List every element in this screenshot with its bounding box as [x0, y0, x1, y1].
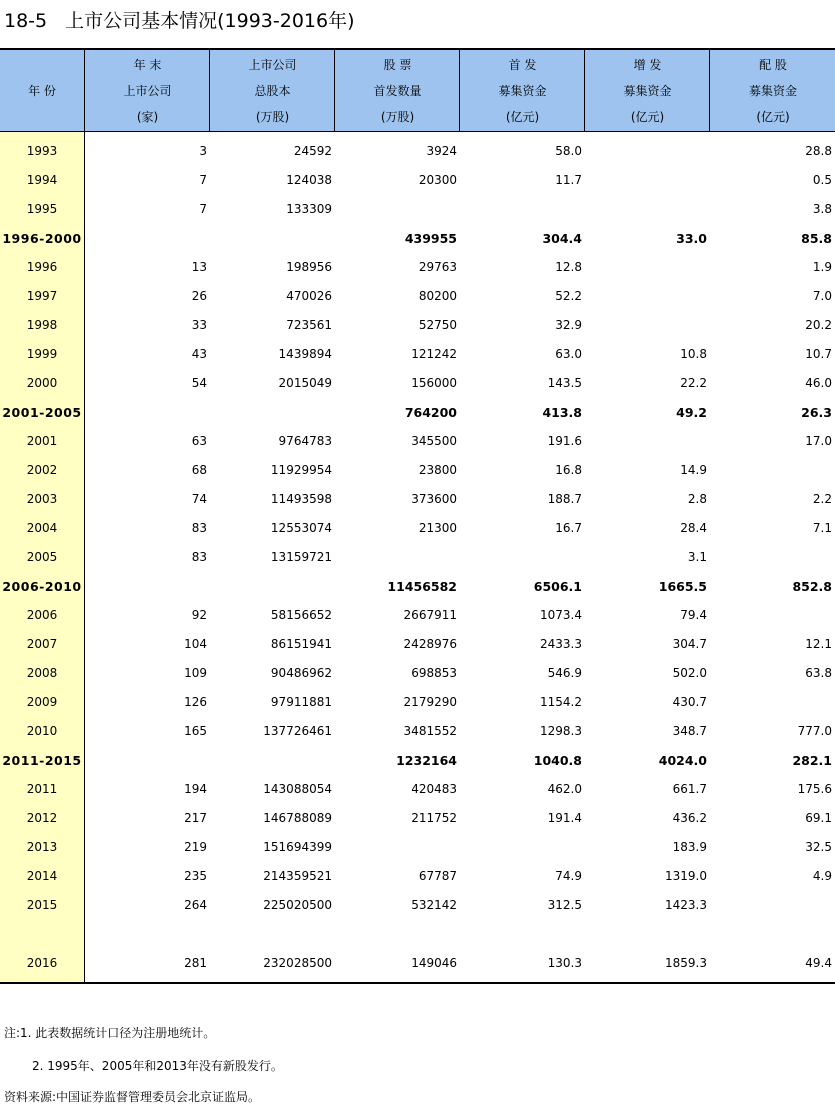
- header-line: 上市公司: [248, 57, 297, 72]
- cell-companies: [84, 398, 207, 427]
- cell-companies: 7: [199, 173, 207, 187]
- header-line: 募集资金: [623, 83, 672, 98]
- table-row: [0, 253, 835, 282]
- cell-total-shares: 1439894: [278, 347, 332, 361]
- header-line: (亿元): [630, 109, 665, 124]
- cell-year: 1994: [26, 173, 58, 187]
- cell-total-shares: 24592: [293, 144, 332, 158]
- page-title: [4, 6, 355, 33]
- cell-rights-funds: 69.1: [805, 811, 832, 825]
- cell-ipo-funds: [459, 833, 582, 862]
- cell-companies: 74: [191, 492, 207, 506]
- cell-year: 2010: [26, 724, 58, 738]
- cell-ipo-funds: 1040.8: [533, 753, 582, 768]
- cell-ipo-funds: 304.4: [542, 231, 582, 246]
- cell-rights-funds: 10.7: [805, 347, 832, 361]
- cell-ipo-shares: 52750: [418, 318, 457, 332]
- cell-companies: 126: [184, 695, 207, 709]
- cell-companies: 235: [184, 869, 207, 883]
- cell-ipo-funds: 188.7: [547, 492, 582, 506]
- cell-companies: 43: [191, 347, 207, 361]
- table-row: [0, 601, 835, 630]
- cell-year: 2016: [26, 956, 58, 970]
- table-row: [0, 543, 835, 572]
- cell-year: 2006-2010: [2, 579, 82, 594]
- cell-companies: [84, 746, 207, 775]
- cell-total-shares: 214359521: [263, 869, 332, 883]
- table-row: [0, 891, 835, 920]
- cell-seo-funds: 348.7: [672, 724, 707, 738]
- cell-rights-funds: 63.8: [805, 666, 832, 680]
- cell-seo-funds: 22.2: [680, 376, 707, 390]
- table-row: [0, 688, 835, 717]
- cell-seo-funds: 1859.3: [665, 956, 707, 970]
- cell-rights-funds: [709, 543, 832, 572]
- header-line: (亿元): [505, 109, 540, 124]
- cell-total-shares: 198956: [286, 260, 332, 274]
- cell-ipo-funds: 191.6: [547, 434, 582, 448]
- table-row: [0, 485, 835, 514]
- cell-ipo-shares: [334, 195, 457, 224]
- cell-ipo-funds: 1073.4: [540, 608, 582, 622]
- cell-companies: 3: [199, 144, 207, 158]
- cell-rights-funds: 32.5: [805, 840, 832, 854]
- table-row: [0, 137, 835, 166]
- cell-seo-funds: 1319.0: [665, 869, 707, 883]
- cell-ipo-shares: 3924: [426, 144, 457, 158]
- cell-ipo-funds: 130.3: [547, 956, 582, 970]
- cell-rights-funds: 3.8: [812, 202, 832, 216]
- cell-companies: [84, 572, 207, 601]
- cell-year: 2012: [26, 811, 58, 825]
- cell-seo-funds: 430.7: [672, 695, 707, 709]
- cell-year: 2009: [26, 695, 58, 709]
- cell-companies: 68: [191, 463, 207, 477]
- cell-ipo-shares: 29763: [418, 260, 457, 274]
- cell-rights-funds: 7.0: [812, 289, 832, 303]
- cell-companies: 26: [191, 289, 207, 303]
- cell-seo-funds: [584, 253, 707, 282]
- header-line: (万股): [255, 109, 290, 124]
- cell-rights-funds: 2.2: [812, 492, 832, 506]
- note-1: 注:1. 此表数据统计口径为注册地统计。: [4, 1026, 216, 1040]
- cell-ipo-shares: 67787: [418, 869, 457, 883]
- header-total-shares: [209, 50, 335, 131]
- cell-total-shares: 133309: [286, 202, 332, 216]
- header-line: 募集资金: [748, 83, 797, 98]
- cell-ipo-shares: 420483: [411, 782, 457, 796]
- cell-total-shares: 470026: [286, 289, 332, 303]
- cell-ipo-shares: 2667911: [403, 608, 457, 622]
- cell-total-shares: 143088054: [263, 782, 332, 796]
- cell-total-shares: [209, 572, 332, 601]
- cell-total-shares: 225020500: [263, 898, 332, 912]
- cell-companies: 63: [191, 434, 207, 448]
- cell-ipo-shares: [334, 833, 457, 862]
- note-2: 2. 1995年、2005年和2013年没有新股发行。: [32, 1059, 283, 1073]
- cell-ipo-shares: 23800: [418, 463, 457, 477]
- cell-companies: 83: [191, 550, 207, 564]
- cell-seo-funds: 49.2: [676, 405, 707, 420]
- cell-total-shares: [209, 398, 332, 427]
- cell-rights-funds: 17.0: [805, 434, 832, 448]
- cell-ipo-shares: 764200: [404, 405, 457, 420]
- cell-year: 2011: [26, 782, 58, 796]
- cell-total-shares: 232028500: [263, 956, 332, 970]
- cell-seo-funds: [584, 282, 707, 311]
- cell-seo-funds: [584, 137, 707, 166]
- cell-companies: 219: [184, 840, 207, 854]
- cell-rights-funds: 1.9: [812, 260, 832, 274]
- cell-seo-funds: 2.8: [687, 492, 707, 506]
- cell-seo-funds: 304.7: [672, 637, 707, 651]
- table-header: [0, 50, 835, 132]
- cell-ipo-funds: 546.9: [547, 666, 582, 680]
- cell-seo-funds: 3.1: [687, 550, 707, 564]
- cell-companies: 54: [191, 376, 207, 390]
- cell-seo-funds: [584, 427, 707, 456]
- cell-rights-funds: 777.0: [797, 724, 832, 738]
- header-line: 首发数量: [373, 83, 422, 98]
- cell-ipo-shares: 439955: [404, 231, 457, 246]
- cell-total-shares: [209, 746, 332, 775]
- cell-year: 1997: [26, 289, 58, 303]
- header-companies: [84, 50, 210, 131]
- cell-rights-funds: [709, 688, 832, 717]
- header-line: 增 发: [633, 57, 662, 72]
- cell-total-shares: 151694399: [263, 840, 332, 854]
- cell-ipo-shares: 20300: [418, 173, 457, 187]
- table-row: [0, 514, 835, 543]
- cell-total-shares: 11929954: [270, 463, 332, 477]
- cell-total-shares: 90486962: [270, 666, 332, 680]
- table-row: [0, 427, 835, 456]
- cell-ipo-funds: 413.8: [542, 405, 582, 420]
- cell-rights-funds: 4.9: [812, 869, 832, 883]
- cell-total-shares: 124038: [286, 173, 332, 187]
- cell-rights-funds: 20.2: [805, 318, 832, 332]
- cell-ipo-funds: 143.5: [547, 376, 582, 390]
- cell-companies: 92: [191, 608, 207, 622]
- cell-seo-funds: 28.4: [680, 521, 707, 535]
- cell-ipo-shares: 345500: [411, 434, 457, 448]
- cell-ipo-shares: 80200: [418, 289, 457, 303]
- cell-total-shares: 13159721: [270, 550, 332, 564]
- table-row: [0, 311, 835, 340]
- table-row-subtotal: [0, 398, 835, 427]
- header-line: (家): [136, 109, 159, 124]
- cell-year: 2015: [26, 898, 58, 912]
- cell-year: 2006: [26, 608, 58, 622]
- cell-seo-funds: 4024.0: [658, 753, 707, 768]
- cell-ipo-shares: 2428976: [403, 637, 457, 651]
- cell-year: 2014: [26, 869, 58, 883]
- cell-ipo-funds: 12.8: [555, 260, 582, 274]
- header-line: 上市公司: [123, 83, 172, 98]
- cell-companies: 109: [184, 666, 207, 680]
- cell-seo-funds: 661.7: [672, 782, 707, 796]
- cell-total-shares: 2015049: [278, 376, 332, 390]
- cell-rights-funds: 7.1: [812, 521, 832, 535]
- header-ipo-funds: [459, 50, 585, 131]
- cell-year: 2001: [26, 434, 58, 448]
- table-row: [0, 949, 835, 978]
- table-row: [0, 282, 835, 311]
- header-line: 配 股: [759, 57, 787, 72]
- cell-year: 2005: [26, 550, 58, 564]
- cell-ipo-shares: 2179290: [403, 695, 457, 709]
- cell-ipo-funds: 191.4: [547, 811, 582, 825]
- cell-ipo-shares: 532142: [411, 898, 457, 912]
- table-row: [0, 862, 835, 891]
- cell-total-shares: 12553074: [270, 521, 332, 535]
- cell-ipo-funds: 16.8: [555, 463, 582, 477]
- table-row: [0, 717, 835, 746]
- header-line: 首 发: [508, 57, 537, 72]
- cell-year: 2008: [26, 666, 58, 680]
- table-row: [0, 659, 835, 688]
- cell-rights-funds: 12.1: [805, 637, 832, 651]
- cell-seo-funds: 1665.5: [658, 579, 707, 594]
- cell-ipo-funds: 6506.1: [533, 579, 582, 594]
- cell-seo-funds: 10.8: [680, 347, 707, 361]
- cell-ipo-shares: 11456582: [387, 579, 457, 594]
- header-line: 总股本: [254, 83, 291, 98]
- cell-seo-funds: [584, 195, 707, 224]
- cell-ipo-funds: 63.0: [555, 347, 582, 361]
- cell-ipo-funds: 32.9: [555, 318, 582, 332]
- cell-companies: 194: [184, 782, 207, 796]
- cell-year: 1993: [26, 144, 58, 158]
- cell-seo-funds: 183.9: [672, 840, 707, 854]
- cell-total-shares: 86151941: [270, 637, 332, 651]
- cell-ipo-shares: 1232164: [396, 753, 457, 768]
- cell-rights-funds: 85.8: [801, 231, 832, 246]
- table-row: [0, 630, 835, 659]
- cell-ipo-shares: 373600: [411, 492, 457, 506]
- cell-seo-funds: 436.2: [672, 811, 707, 825]
- cell-seo-funds: 79.4: [680, 608, 707, 622]
- cell-ipo-funds: 74.9: [555, 869, 582, 883]
- cell-ipo-shares: 156000: [411, 376, 457, 390]
- cell-ipo-funds: 58.0: [555, 144, 582, 158]
- cell-ipo-funds: 52.2: [555, 289, 582, 303]
- header-line: 股 票: [383, 57, 412, 72]
- cell-year: 1998: [26, 318, 58, 332]
- cell-total-shares: 58156652: [270, 608, 332, 622]
- cell-year: 1999: [26, 347, 58, 361]
- table-row: [0, 833, 835, 862]
- table-row: [0, 456, 835, 485]
- cell-companies: 217: [184, 811, 207, 825]
- table-row-subtotal: [0, 572, 835, 601]
- table-row: [0, 340, 835, 369]
- cell-ipo-shares: 121242: [411, 347, 457, 361]
- cell-rights-funds: 26.3: [801, 405, 832, 420]
- cell-total-shares: 97911881: [270, 695, 332, 709]
- cell-seo-funds: 502.0: [672, 666, 707, 680]
- table-row: [0, 775, 835, 804]
- cell-seo-funds: 33.0: [676, 231, 707, 246]
- cell-ipo-funds: [459, 195, 582, 224]
- header-line: (亿元): [756, 109, 790, 124]
- cell-seo-funds: [584, 311, 707, 340]
- cell-rights-funds: 175.6: [797, 782, 832, 796]
- cell-ipo-funds: 16.7: [555, 521, 582, 535]
- table-row: [0, 804, 835, 833]
- table-number: 18-5: [4, 10, 48, 32]
- cell-ipo-funds: 462.0: [547, 782, 582, 796]
- cell-total-shares: 146788089: [263, 811, 332, 825]
- cell-ipo-funds: 1298.3: [540, 724, 582, 738]
- table-row: [0, 195, 835, 224]
- cell-year: 2003: [26, 492, 58, 506]
- cell-ipo-shares: 698853: [411, 666, 457, 680]
- cell-rights-funds: 28.8: [805, 144, 832, 158]
- table-row: [0, 369, 835, 398]
- cell-seo-funds: 1423.3: [665, 898, 707, 912]
- cell-ipo-shares: [334, 543, 457, 572]
- cell-rights-funds: 46.0: [805, 376, 832, 390]
- cell-year: 2001-2005: [2, 405, 82, 420]
- cell-year: 2002: [26, 463, 58, 477]
- cell-ipo-shares: 211752: [411, 811, 457, 825]
- cell-seo-funds: [584, 166, 707, 195]
- cell-year: 2004: [26, 521, 58, 535]
- cell-year: 2011-2015: [2, 753, 82, 768]
- cell-ipo-funds: 2433.3: [540, 637, 582, 651]
- cell-ipo-funds: [459, 543, 582, 572]
- cell-year: 1996-2000: [2, 231, 82, 246]
- cell-companies: 7: [199, 202, 207, 216]
- cell-ipo-funds: 1154.2: [540, 695, 582, 709]
- table-row: [0, 166, 835, 195]
- cell-ipo-shares: 149046: [411, 956, 457, 970]
- cell-total-shares: [209, 224, 332, 253]
- cell-year: 2000: [26, 376, 58, 390]
- table-row-subtotal: [0, 746, 835, 775]
- cell-companies: 165: [184, 724, 207, 738]
- cell-rights-funds: [709, 891, 832, 920]
- cell-rights-funds: [709, 456, 832, 485]
- cell-companies: 83: [191, 521, 207, 535]
- cell-companies: 33: [191, 318, 207, 332]
- source-note: 资料来源:中国证券监督管理委员会北京证监局。: [4, 1090, 261, 1104]
- header-line: (万股): [380, 109, 415, 124]
- cell-total-shares: 9764783: [278, 434, 332, 448]
- cell-ipo-shares: 3481552: [403, 724, 457, 738]
- cell-total-shares: 723561: [286, 318, 332, 332]
- cell-ipo-funds: 11.7: [555, 173, 582, 187]
- cell-ipo-funds: 312.5: [547, 898, 582, 912]
- cell-rights-funds: 852.8: [792, 579, 832, 594]
- cell-seo-funds: 14.9: [680, 463, 707, 477]
- cell-rights-funds: [709, 601, 832, 630]
- cell-companies: [84, 224, 207, 253]
- bottom-rule: [0, 982, 835, 984]
- cell-total-shares: 137726461: [263, 724, 332, 738]
- cell-companies: 104: [184, 637, 207, 651]
- cell-year: 2013: [26, 840, 58, 854]
- header-rights-funds: [709, 50, 835, 131]
- cell-companies: 13: [191, 260, 207, 274]
- cell-total-shares: 11493598: [270, 492, 332, 506]
- table-title: 上市公司基本情况(1993-2016年): [65, 10, 355, 32]
- header-seo-funds: [584, 50, 710, 131]
- header-year: [0, 50, 84, 131]
- cell-year: 1995: [26, 202, 58, 216]
- cell-rights-funds: 282.1: [792, 753, 832, 768]
- header-ipo-shares: [334, 50, 460, 131]
- cell-year: 1996: [26, 260, 58, 274]
- header-line: 募集资金: [498, 83, 547, 98]
- cell-rights-funds: 49.4: [805, 956, 832, 970]
- header-line: 年 末: [133, 57, 162, 72]
- cell-companies: 264: [184, 898, 207, 912]
- table-row-subtotal: [0, 224, 835, 253]
- cell-companies: 281: [184, 956, 207, 970]
- cell-ipo-shares: 21300: [418, 521, 457, 535]
- cell-rights-funds: 0.5: [812, 173, 832, 187]
- header-year-line-1: 年 份: [28, 83, 56, 98]
- cell-year: 2007: [26, 637, 58, 651]
